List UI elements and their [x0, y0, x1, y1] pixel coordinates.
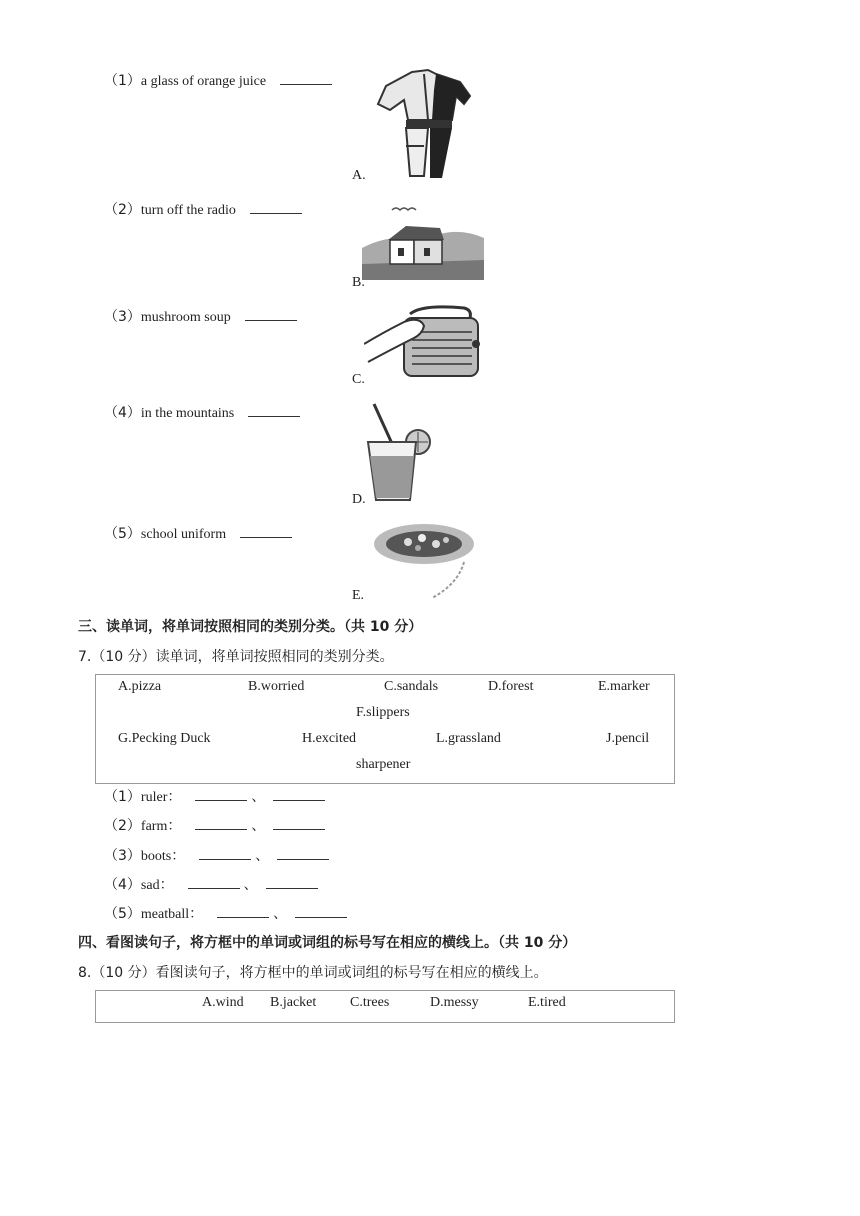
match-item-4: [104, 402, 300, 422]
question-7: 7.（10 分）读单词，将单词按照相同的类别分类。: [78, 649, 394, 665]
row-number: （4）: [104, 877, 141, 893]
item-text: turn off the radio: [140, 203, 236, 218]
house-mountains-icon: [362, 204, 484, 280]
word-option: sharpener: [356, 757, 411, 772]
row-label: meatball：: [140, 907, 204, 922]
row-number: （3）: [104, 848, 141, 864]
word-option: H.excited: [302, 731, 357, 746]
word-option: A.pizza: [118, 679, 162, 694]
word-option: B.worried: [248, 679, 305, 694]
answer-blank[interactable]: [195, 817, 247, 830]
item-number: （3）: [104, 309, 141, 325]
word-option: D.forest: [488, 679, 534, 694]
word-option: E.marker: [598, 679, 650, 694]
item-number: （2）: [104, 202, 141, 218]
classify-row-1: [104, 786, 325, 806]
picture-label-a: A.: [352, 168, 366, 183]
word-option: E.tired: [528, 995, 566, 1010]
answer-blank[interactable]: [199, 847, 251, 860]
word-option: J.pencil: [606, 731, 650, 746]
item-text: mushroom soup: [140, 310, 231, 325]
school-uniform-icon: [372, 66, 476, 180]
soup-bowl-icon: [372, 522, 476, 604]
row-label: ruler：: [140, 790, 182, 805]
answer-blank[interactable]: [295, 905, 347, 918]
match-item-1: [104, 70, 332, 90]
word-option: A.wind: [202, 995, 244, 1010]
question-8: 8.（10 分）看图读句子，将方框中的单词或词组的标号写在相应的横线上。: [78, 965, 548, 981]
answer-blank[interactable]: [195, 788, 247, 801]
answer-blank[interactable]: [277, 847, 329, 860]
answer-blank[interactable]: [250, 201, 302, 214]
answer-blank[interactable]: [240, 525, 292, 538]
answer-blank[interactable]: [280, 72, 332, 85]
item-text: school uniform: [140, 527, 227, 542]
picture-label-e: E.: [352, 588, 365, 603]
row-label: boots：: [140, 849, 186, 864]
row-label: farm：: [140, 819, 182, 834]
match-item-3: [104, 306, 297, 326]
separator: 、: [243, 877, 258, 893]
row-label: sad：: [140, 878, 174, 893]
section-3-heading: 三、读单词，将单词按照相同的类别分类。（共 10 分）: [78, 619, 423, 635]
orange-juice-icon: [364, 402, 436, 502]
classify-row-3: [104, 845, 329, 865]
row-number: （1）: [104, 789, 141, 805]
section-4-heading: 四、看图读句子，将方框中的单词或词组的标号写在相应的横线上。（共 10 分）: [78, 935, 577, 951]
answer-blank[interactable]: [217, 905, 269, 918]
classify-row-5: [104, 903, 347, 923]
word-bank-box-7: [95, 674, 675, 784]
word-bank-box-8: [95, 990, 675, 1023]
classify-row-2: [104, 815, 325, 835]
classify-row-4: [104, 874, 318, 894]
word-option: L.grassland: [436, 731, 501, 746]
item-number: （5）: [104, 526, 141, 542]
word-option: B.jacket: [270, 995, 317, 1010]
row-number: （2）: [104, 818, 141, 834]
picture-label-b: B.: [352, 275, 365, 290]
picture-label-d: D.: [352, 492, 366, 507]
radio-icon: [364, 304, 482, 382]
answer-blank[interactable]: [245, 308, 297, 321]
picture-label-c: C.: [352, 372, 365, 387]
word-option: D.messy: [430, 995, 479, 1010]
answer-blank[interactable]: [248, 404, 300, 417]
word-option: G.Pecking Duck: [118, 731, 211, 746]
item-text: in the mountains: [140, 406, 235, 421]
row-number: （5）: [104, 906, 141, 922]
item-text: a glass of orange juice: [140, 74, 267, 89]
word-option: C.sandals: [384, 679, 439, 694]
separator: 、: [255, 848, 270, 864]
separator: 、: [273, 906, 288, 922]
answer-blank[interactable]: [273, 817, 325, 830]
answer-blank[interactable]: [188, 876, 240, 889]
word-option: C.trees: [350, 995, 390, 1010]
item-number: （4）: [104, 405, 141, 421]
word-option: F.slippers: [356, 705, 410, 720]
item-number: （1）: [104, 73, 141, 89]
separator: 、: [251, 789, 266, 805]
match-item-5: [104, 523, 292, 543]
separator: 、: [251, 818, 266, 834]
answer-blank[interactable]: [266, 876, 318, 889]
answer-blank[interactable]: [273, 788, 325, 801]
match-item-2: [104, 199, 302, 219]
